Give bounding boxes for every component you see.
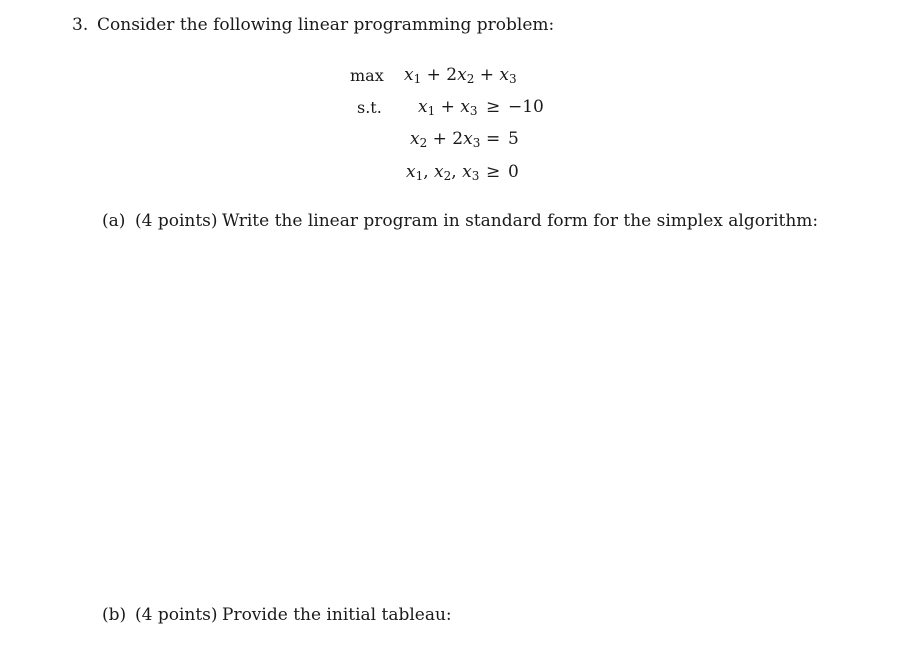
constraint-3-rhs: 0 xyxy=(508,162,519,182)
constraint-2-rhs: 5 xyxy=(508,129,519,149)
objective-expression: $x_1 + 2x_2 + x_3$ xyxy=(404,65,517,86)
part-b-text: Provide the initial tableau: xyxy=(222,605,452,625)
constraint-1-rhs: −10 xyxy=(508,97,544,117)
question-prompt: Consider the following linear programming problem: xyxy=(97,15,555,35)
question-number: 3. xyxy=(72,15,89,35)
part-a-label: (a) xyxy=(102,211,126,231)
constraint-2-lhs: $x_2 + 2x_3$ xyxy=(410,129,481,150)
constraint-1-lhs: $x_1 + x_3$ xyxy=(418,97,478,118)
constraints-label: s.t. xyxy=(357,98,382,117)
objective-label: max xyxy=(350,66,384,85)
part-a-points: (4 points) xyxy=(135,211,218,231)
constraint-2-relation: = xyxy=(486,129,501,149)
part-b-label: (b) xyxy=(102,605,127,625)
part-a-text: Write the linear program in standard form for the simplex algorithm: xyxy=(222,211,819,231)
constraint-3-relation: ≥ xyxy=(486,162,501,182)
constraint-3-lhs: $x_1$, $x_2$, $x_3$ xyxy=(406,162,480,183)
part-b-points: (4 points) xyxy=(135,605,218,625)
constraint-1-relation: ≥ xyxy=(486,97,501,117)
